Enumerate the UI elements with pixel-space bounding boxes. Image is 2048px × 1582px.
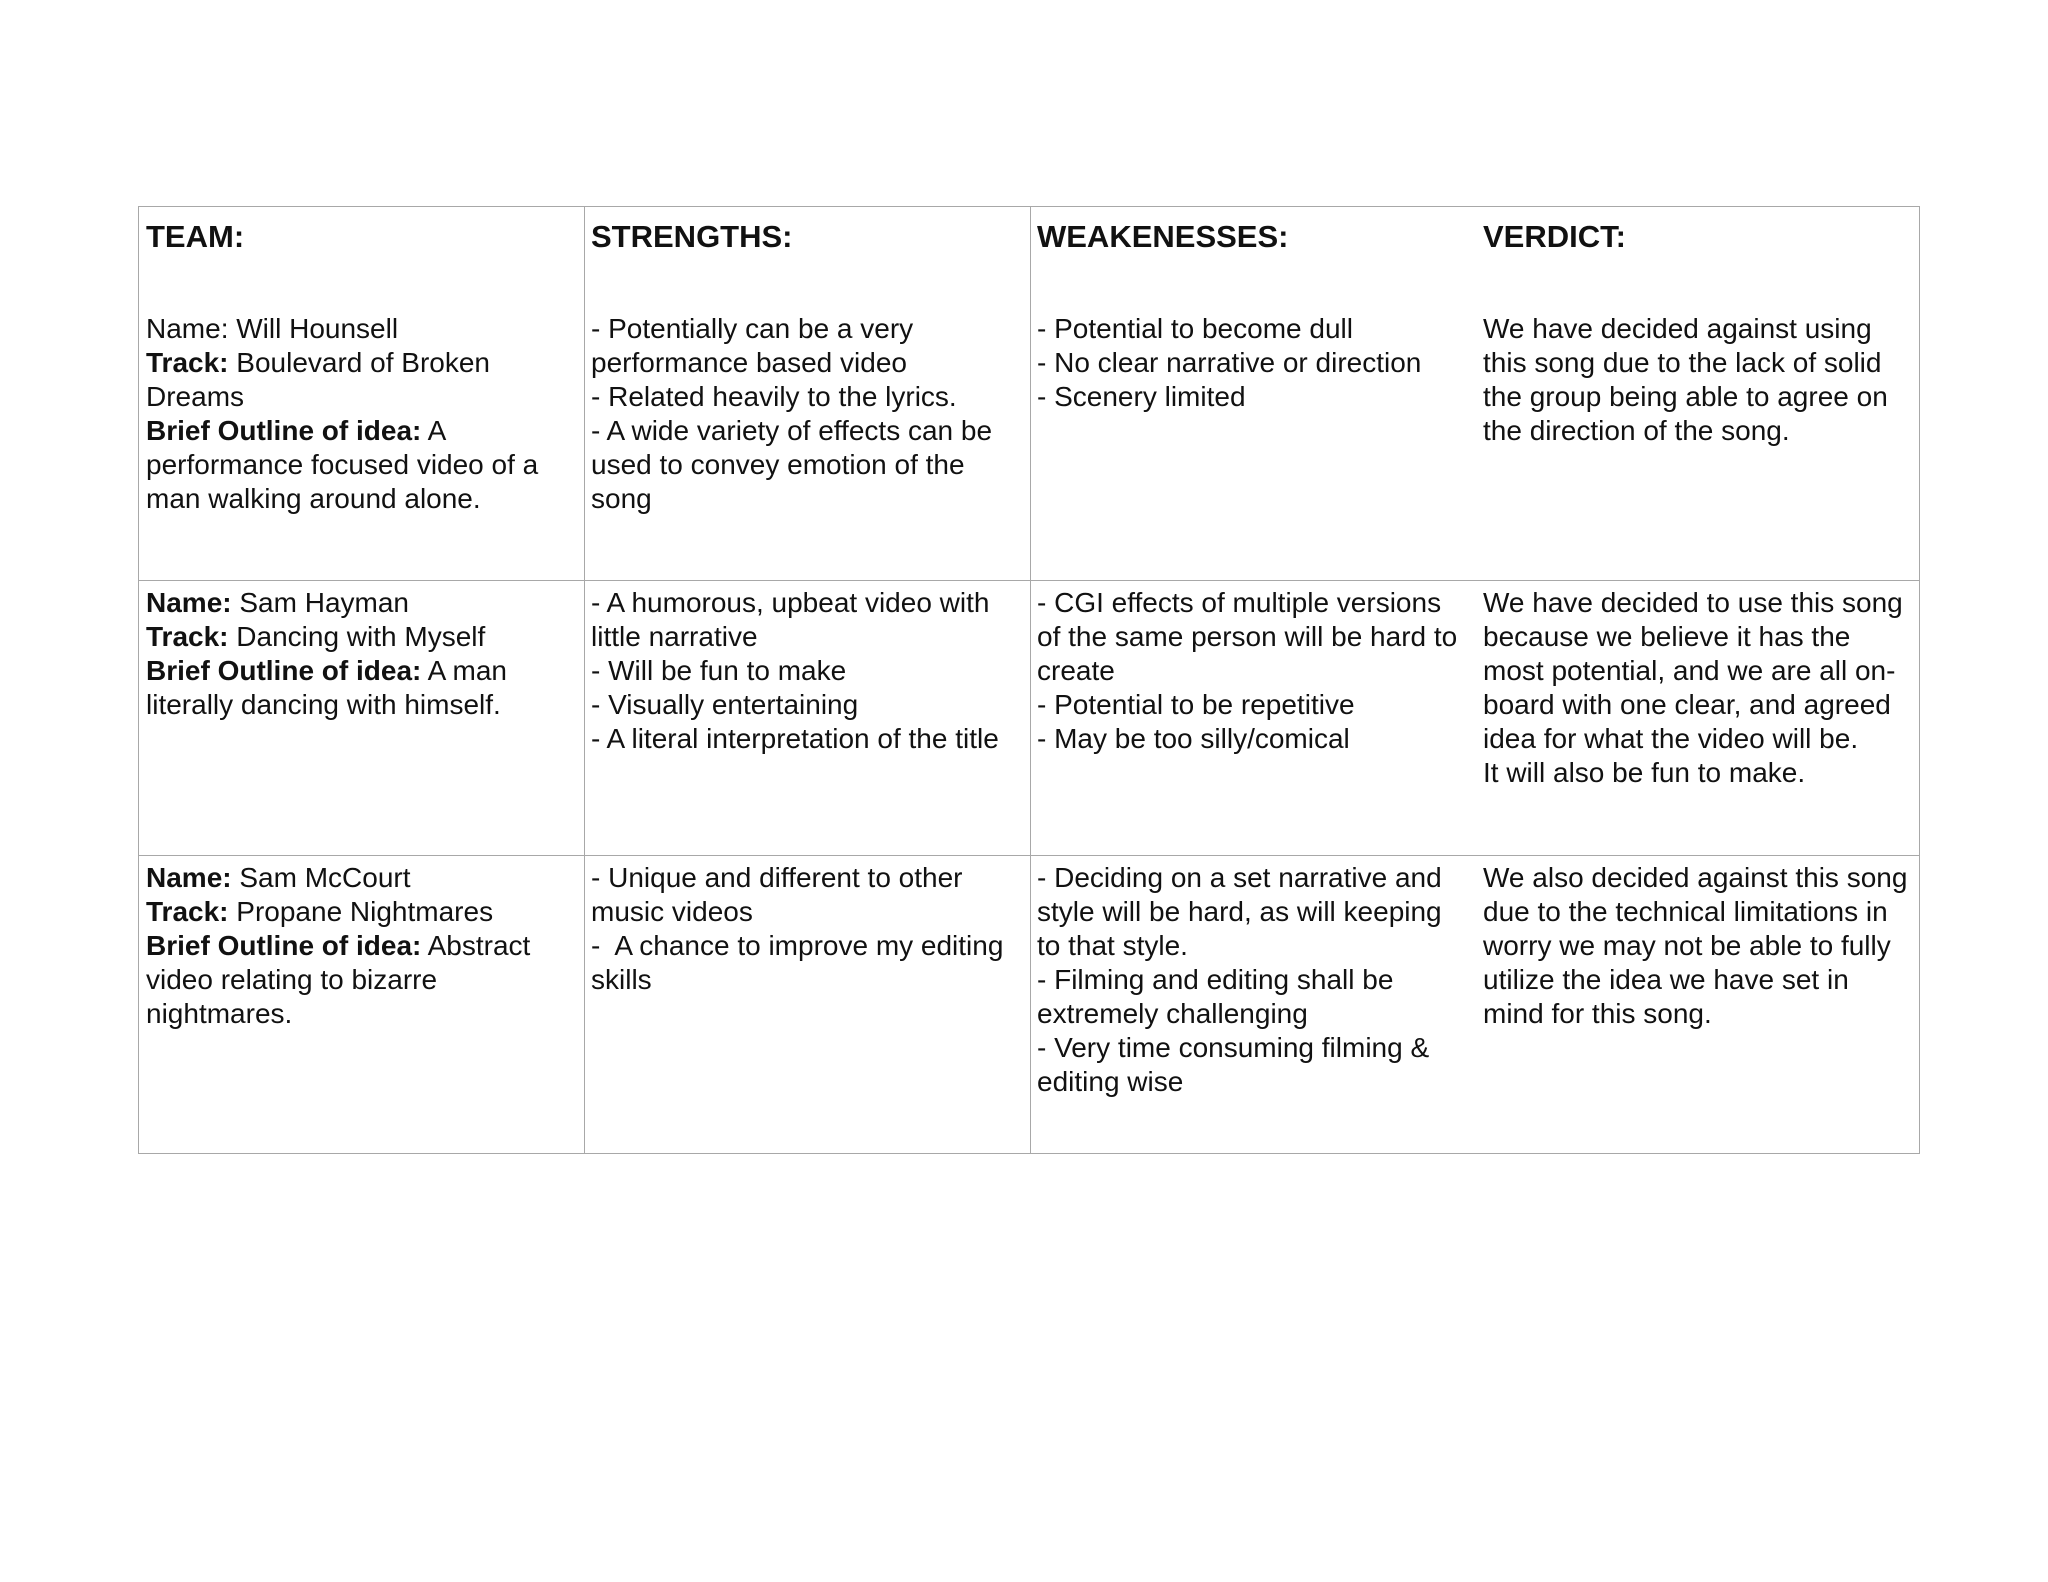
strength-item: - Will be fun to make (591, 655, 847, 686)
outline-text: A man literally dancing with himself. (146, 655, 507, 720)
team-name: Sam McCourt (239, 862, 411, 893)
team-name-label: Name: (146, 587, 232, 618)
weakness-item: - No clear narrative or direction (1037, 347, 1422, 378)
strength-item: - A chance to improve my editing skills (591, 930, 1012, 995)
strength-item: - Visually entertaining (591, 689, 859, 720)
team-name: Will Hounsell (236, 313, 399, 344)
verdict-text: We have decided to use this song because we believe it has the most potential, and we are all on-board with one clear, and agreed idea for what the video will be. (1483, 587, 1911, 754)
track-name: Propane Nightmares (236, 896, 494, 927)
header-weaknesses: WEAKENESSES: (1037, 219, 1289, 254)
header-verdict: VERDICT: (1483, 219, 1626, 254)
verdict-text: We have decided against using this song due to the lack of solid the group being able to agree on the direction of the song. (1483, 313, 1896, 446)
strength-item: - A humorous, upbeat video with little narrative (591, 587, 998, 652)
team-cell (139, 861, 584, 1031)
weaknesses-cell (1030, 861, 1476, 1099)
row-divider (139, 580, 1919, 581)
track-label: Track: (146, 896, 229, 927)
weakness-item: - Filming and editing shall be extremely challenging (1037, 964, 1402, 1029)
weakness-item: - Deciding on a set narrative and style will be hard, as will keeping to that style. (1037, 862, 1450, 961)
team-cell (139, 586, 584, 722)
verdict-cell (1476, 312, 1920, 448)
outline-text: A performance focused video of a man walking around alone. (146, 415, 539, 514)
team-name: Sam Hayman (239, 587, 409, 618)
weakness-item: - CGI effects of multiple versions of the same person will be hard to create (1037, 587, 1466, 686)
verdict-cell (1476, 861, 1920, 1031)
header-team: TEAM: (146, 219, 245, 254)
team-name-label: Name: (146, 862, 232, 893)
strengths-cell (584, 861, 1030, 997)
weakness-item: - Potential to become dull (1037, 313, 1353, 344)
weaknesses-cell (1030, 312, 1476, 414)
weaknesses-cell (1030, 586, 1476, 756)
verdict-text: We also decided against this song due to the technical limitations in worry we may not be able to fully utilize the idea we have set in mind for this song. (1483, 862, 1916, 1029)
evaluation-table (138, 206, 1920, 1154)
strength-item: - Unique and different to other music videos (591, 862, 971, 927)
row-divider (139, 855, 1919, 856)
outline-label: Brief Outline of idea: (146, 655, 422, 686)
strength-item: - A literal interpretation of the title (591, 723, 999, 754)
strengths-cell (584, 312, 1030, 516)
outline-text: Abstract video relating to bizarre nightmares. (146, 930, 531, 1029)
track-label: Track: (146, 621, 229, 652)
strengths-cell (584, 586, 1030, 756)
verdict-cell (1476, 586, 1920, 790)
track-name: Dancing with Myself (236, 621, 486, 652)
outline-label: Brief Outline of idea: (146, 930, 422, 961)
track-label: Track: (146, 347, 229, 378)
header-strengths: STRENGTHS: (591, 219, 793, 254)
weakness-item: - Potential to be repetitive (1037, 689, 1355, 720)
strength-item: - Potentially can be a very performance based video (591, 313, 921, 378)
outline-label: Brief Outline of idea: (146, 415, 422, 446)
team-name-label: Name: (146, 313, 229, 344)
weakness-item: - May be too silly/comical (1037, 723, 1350, 754)
track-name: Boulevard of Broken Dreams (146, 347, 490, 412)
weakness-item: - Scenery limited (1037, 381, 1246, 412)
strength-item: - Related heavily to the lyrics. (591, 381, 957, 412)
verdict-text: It will also be fun to make. (1483, 757, 1806, 788)
strength-item: - A wide variety of effects can be used to convey emotion of the song (591, 415, 1000, 514)
team-cell (139, 312, 584, 516)
weakness-item: - Very time consuming filming & editing wise (1037, 1032, 1437, 1097)
